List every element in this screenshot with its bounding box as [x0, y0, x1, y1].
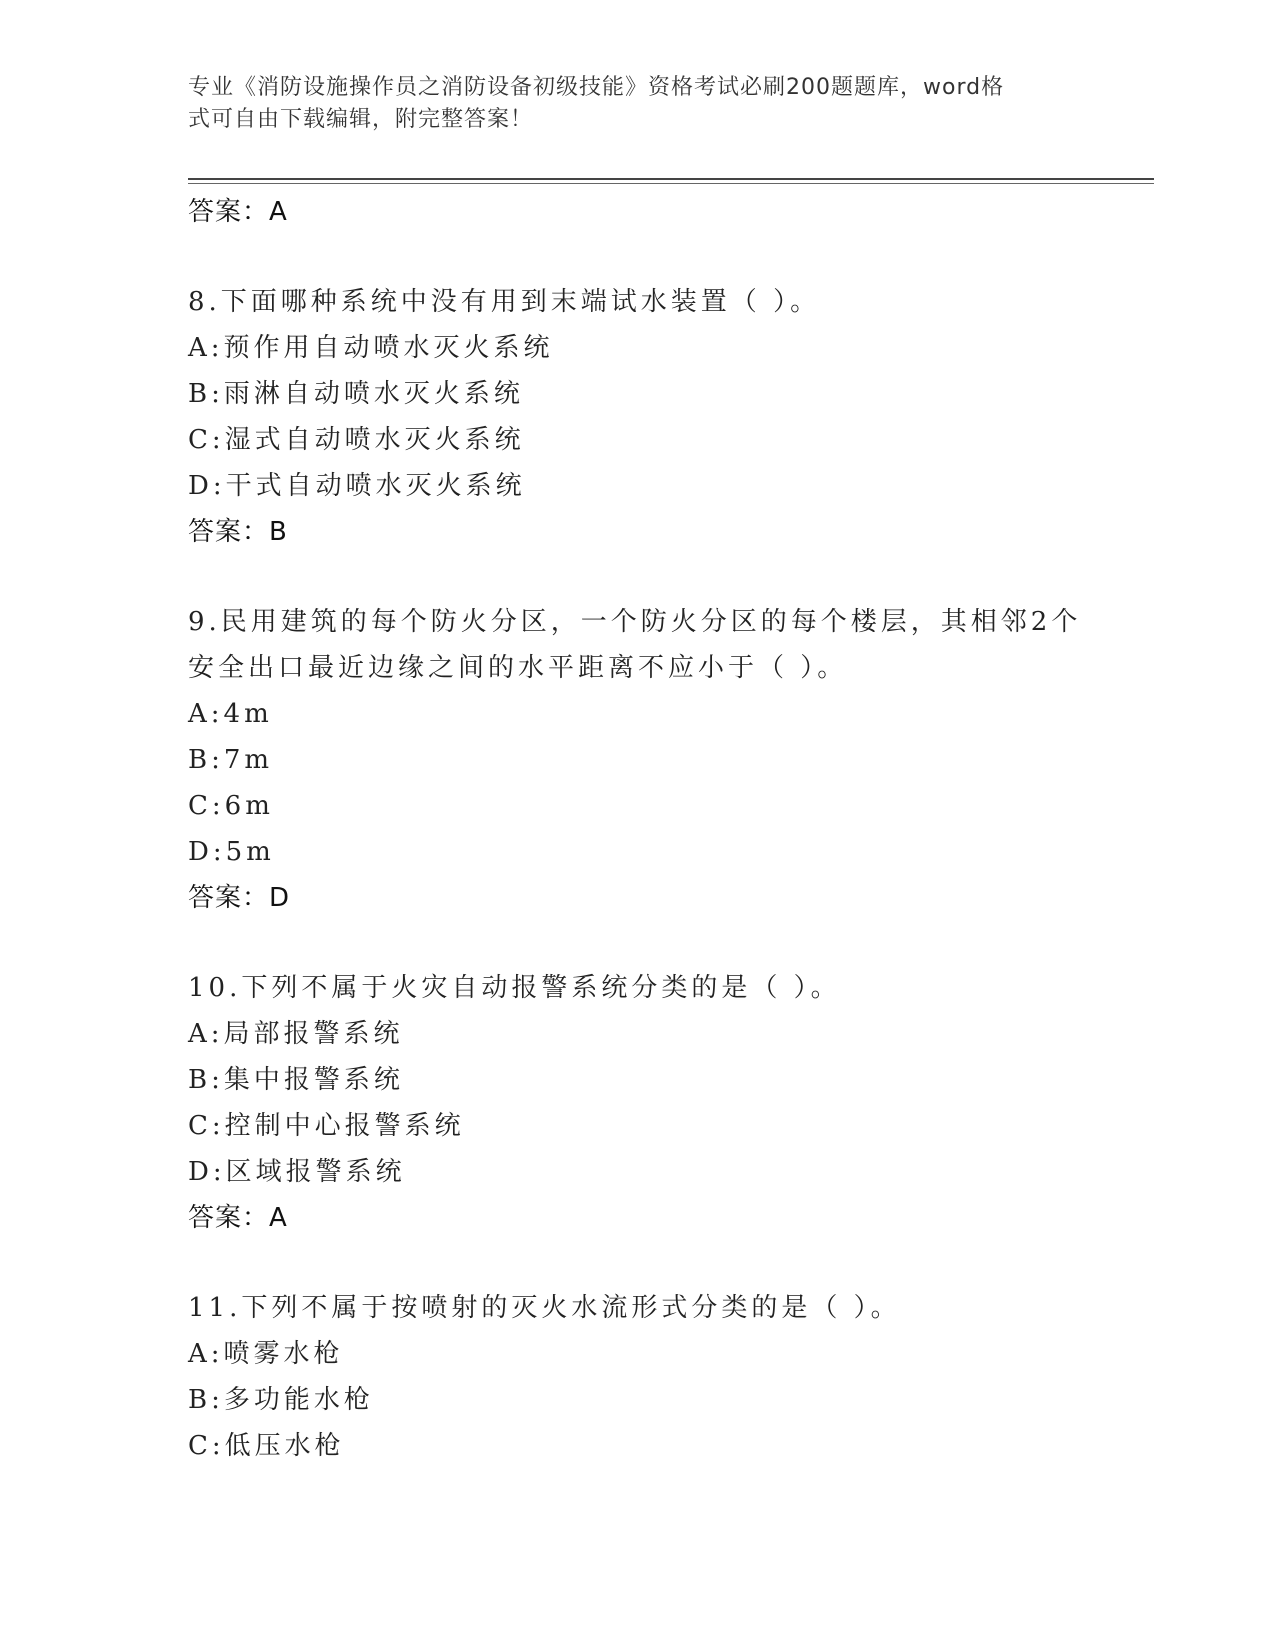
- option-d: D:区域报警系统: [188, 1157, 406, 1187]
- option-d: D:干式自动喷水灭火系统: [188, 471, 526, 501]
- option-c: C:6m: [188, 791, 274, 821]
- spacer: [188, 921, 1088, 965]
- option-a: A:喷雾水枪: [188, 1339, 344, 1369]
- question-content: [188, 189, 1088, 1469]
- option-b: B:7m: [188, 745, 274, 775]
- header-line-2: 式可自由下载编辑，附完整答案！: [188, 107, 534, 132]
- question-11: [188, 1285, 1088, 1469]
- header-divider-thin: [188, 183, 1154, 184]
- answer-line: 答案：D: [188, 883, 291, 913]
- spacer: [188, 1241, 1088, 1285]
- option-b: B:雨淋自动喷水灭火系统: [188, 379, 524, 409]
- option-d: D:5m: [188, 837, 275, 867]
- question-stem: 8.下面哪种系统中没有用到末端试水装置（ ）。: [188, 287, 821, 317]
- header-line-1: 专业《消防设施操作员之消防设备初级技能》资格考试必刷200题题库，word格: [188, 75, 1005, 100]
- question-stem: 11.下列不属于按喷射的灭火水流形式分类的是（ ）。: [188, 1293, 901, 1323]
- question-stem: 9.民用建筑的每个防火分区，一个防火分区的每个楼层，其相邻2个: [188, 607, 1082, 637]
- question-8: [188, 279, 1088, 555]
- option-c: C:湿式自动喷水灭火系统: [188, 425, 525, 455]
- document-header: [188, 72, 1088, 136]
- option-b: B:集中报警系统: [188, 1065, 404, 1095]
- option-c: C:控制中心报警系统: [188, 1111, 465, 1141]
- option-a: A:4m: [188, 699, 273, 729]
- answer-line: 答案：A: [188, 197, 288, 227]
- spacer: [188, 555, 1088, 599]
- option-a: A:局部报警系统: [188, 1019, 404, 1049]
- answer-line: 答案：A: [188, 1203, 288, 1233]
- spacer: [188, 235, 1088, 279]
- option-c: C:低压水枪: [188, 1431, 345, 1461]
- question-stem-continued: 安全出口最近边缘之间的水平距离不应小于（ ）。: [188, 653, 848, 683]
- question-9: [188, 599, 1088, 921]
- option-a: A:预作用自动喷水灭火系统: [188, 333, 554, 363]
- question-stem: 10.下列不属于火灾自动报警系统分类的是（ ）。: [188, 973, 841, 1003]
- header-divider-thick: [188, 178, 1154, 180]
- answer-line: 答案：B: [188, 517, 288, 547]
- option-b: B:多功能水枪: [188, 1385, 374, 1415]
- question-10: [188, 965, 1088, 1241]
